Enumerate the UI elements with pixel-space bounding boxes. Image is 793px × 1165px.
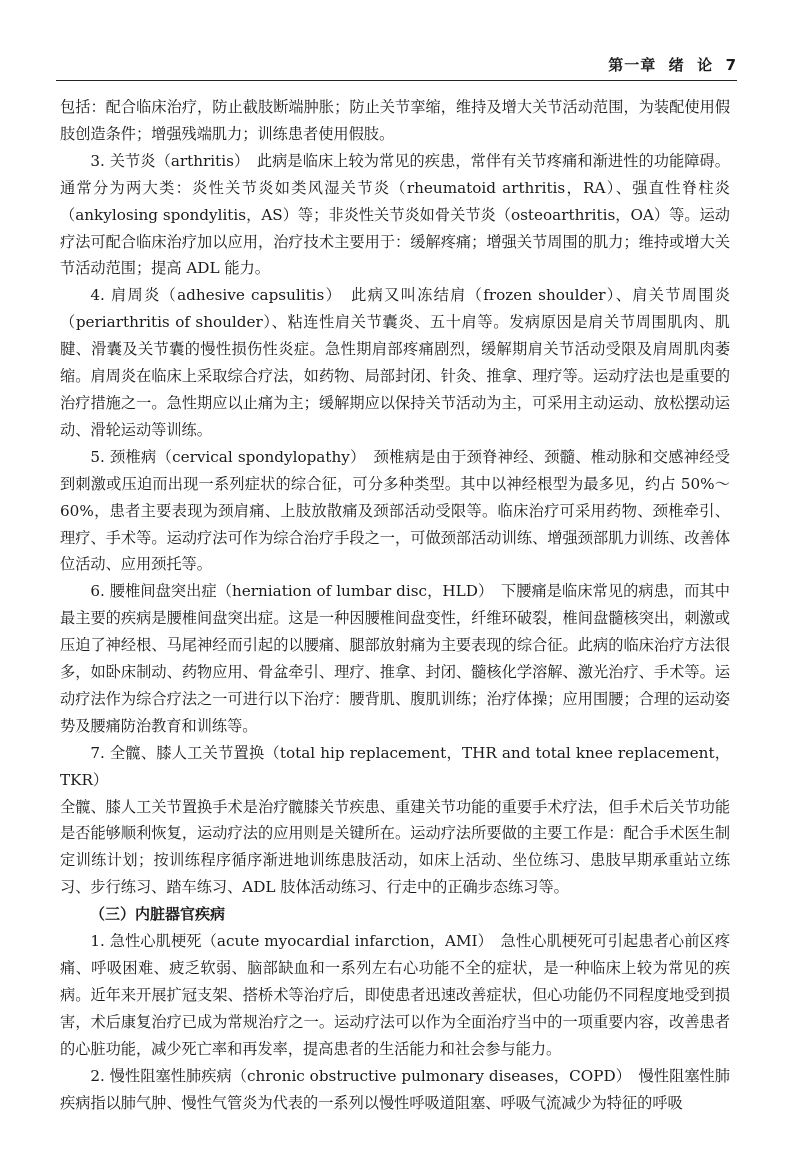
running-header <box>56 54 737 76</box>
section-heading-visceral-diseases: （三）内脏器官疾病 <box>90 905 226 924</box>
paragraph-arthritis: 3. 关节炎（arthritis） 此病是临床上较为常见的疾患，常伴有关节疼痛和渐进性的功能障碍。通常分为两大类：炎性关节炎如类风湿关节炎（rheumatoid arthritis，RA）、强直性脊柱炎（ankylosing spondylitis，AS）等；非炎性关节炎如骨关节炎（osteoarthritis，OA）等。运动疗法可配合临床治疗加以应用，治疗技术主要用于：缓解疼痛；增强关节周围的肌力；维持或增大关节活动范围；提高 ADL 能力。 <box>60 151 730 278</box>
paragraph-copd: 2. 慢性阻塞性肺疾病（chronic obstructive pulmonary diseases，COPD） 慢性阻塞性肺疾病指以肺气肿、慢性气管炎为代表的一系列以慢性呼吸道阻塞、呼吸气流减少为特征的呼吸 <box>60 1066 730 1112</box>
paragraph-myocardial-infarction: 1. 急性心肌梗死（acute myocardial infarction，AMI） 急性心肌梗死可引起患者心前区疼痛、呼吸困难、疲乏软弱、脑部缺血和一系列左右心功能不全的症状，是一种临床上较为常见的疾病。近年来开展扩冠支架、搭桥术等治疗后，即使患者迅速改善症状，但心功能仍不同程度地受到损害，术后康复治疗已成为常规治疗之一。运动疗法可以作为全面治疗当中的一项重要内容，改善患者的心脏功能，减少死亡率和再发率，提高患者的生活能力和社会参与能力。 <box>60 932 730 1058</box>
paragraph-lumbar-disc: 6. 腰椎间盘突出症（herniation of lumbar disc，HLD） 下腰痛是临床常见的病患，而其中最主要的疾病是腰椎间盘突出症。这是一种因腰椎间盘变性，纤维环破裂，椎间盘髓核突出，刺激或压迫了神经根、马尾神经而引起的以腰痛、腿部放射痛为主要表现的综合征。此病的临床治疗方法很多，如卧床制动、药物应用、骨盆牵引、理疗、推拿、封闭、髓核化学溶解、激光治疗、手术等。运动疗法作为综合疗法之一可进行以下治疗：腰背肌、腹肌训练；治疗体操；应用围腰；合理的运动姿势及腰痛防治教育和训练等。 <box>60 582 730 735</box>
page-body <box>60 94 730 1116</box>
chapter-title: 第一章 绪 论 <box>608 56 714 74</box>
paragraph-periarthritis: 4. 肩周炎（adhesive capsulitis） 此病又叫冻结肩（frozen shoulder）、肩关节周围炎（periarthritis of shoulder）、粘连性肩关节囊炎、五十肩等。发病原因是肩关节周围肌肉、肌腱、滑囊及关节囊的慢性损伤性炎症。急性期肩部疼痛剧烈，缓解期肩关节活动受限及肩周肌肉萎缩。肩周炎在临床上采取综合疗法，如药物、局部封闭、针灸、推拿、理疗等。运动疗法也是重要的治疗措施之一。急性期应以止痛为主；缓解期应以保持关节活动为主，可采用主动运动、放松摆动运动、滑轮运动等训练。 <box>60 286 730 439</box>
paragraph-joint-replacement-body: 全髋、膝人工关节置换手术是治疗髋膝关节疾患、重建关节功能的重要手术疗法，但手术后关节功能是否能够顺利恢复，运动疗法的应用则是关键所在。运动疗法所要做的主要工作是：配合手术医生制定训练计划；按训练程序循序渐进地训练患肢活动，如床上活动、坐位练习、患肢早期承重站立练习、步行练习、踏车练习、ADL 肢体活动练习、行走中的正确步态练习等。 <box>60 797 730 897</box>
chapter-title-and-page-number <box>608 54 737 75</box>
paragraph-joint-replacement-title: 7. 全髋、膝人工关节置换（total hip replacement，THR and total knee replacement，TKR） <box>60 743 730 789</box>
page-number: 7 <box>725 56 737 74</box>
header-rule <box>56 80 737 81</box>
paragraph-cervical-spondylopathy: 5. 颈椎病（cervical spondylopathy） 颈椎病是由于颈脊神经、颈髓、椎动脉和交感神经受到刺激或压迫而出现一系列症状的综合征，可分多种类型。其中以神经根型为最多见，约占 50%～60%，患者主要表现为颈肩痛、上肢放散痛及颈部活动受限等。临床治疗可采用药物、颈椎牵引、理疗、手术等。运动疗法可作为综合治疗手段之一，可做颈部活动训练、增强颈部肌力训练、改善体位活动、应用颈托等。 <box>60 447 730 574</box>
paragraph-continuation: 包括：配合临床治疗，防止截肢断端肿胀；防止关节挛缩，维持及增大关节活动范围，为装配使用假肢创造条件；增强残端肌力；训练患者使用假肢。 <box>60 98 730 143</box>
